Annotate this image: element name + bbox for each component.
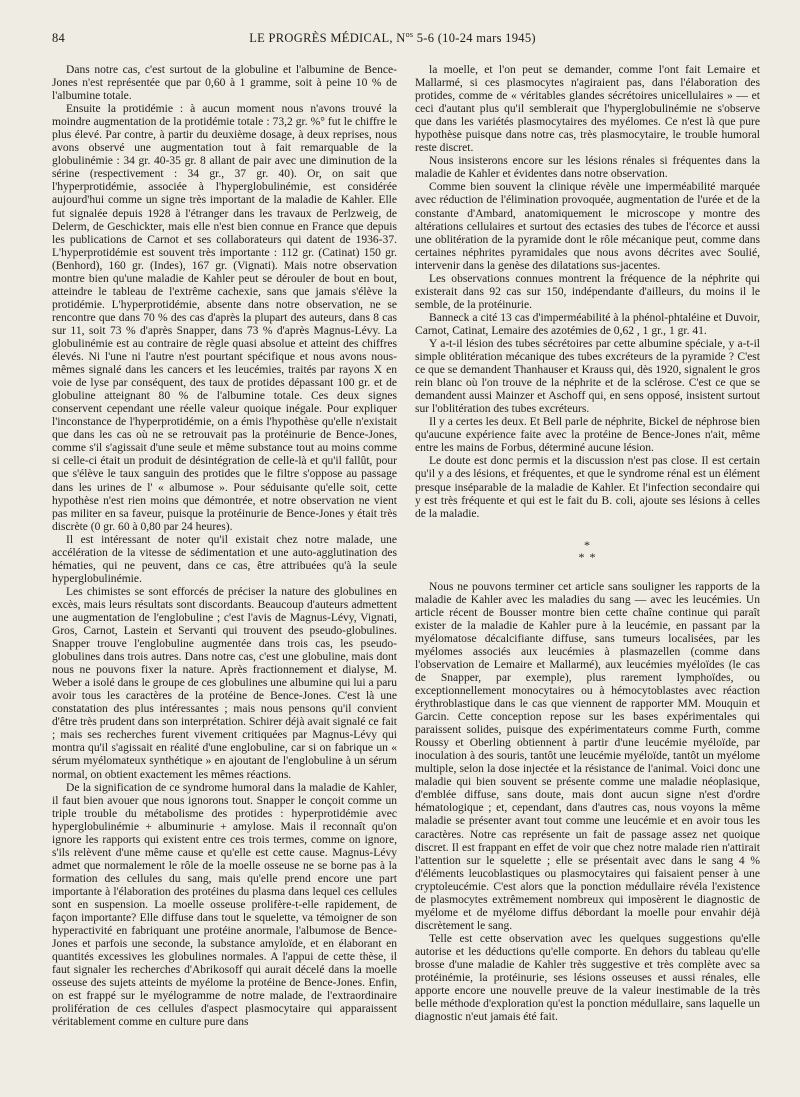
journal-name: LE PROGRÈS MÉDICAL, N: [249, 31, 406, 46]
paragraph: Il y a certes les deux. Et Bell parle de néphrite, Bickel de néphrose bien qu'aucune expérience faite avec la protéine de Bence-Jones n'ait, même entre les mains de Forbus, déterminé aucune lésion.: [415, 416, 760, 455]
text-columns: [52, 64, 760, 1029]
journal-title: [65, 30, 760, 46]
paragraph: Comme bien souvent la clinique révèle une imperméabilité marquée avec réduction de l'élimination provoquée, augmentation de l'urée et de la constante d'Ambard, anatomiquement le microscope y montre des altérations cellulaires et surtout des ectasies des tubes de l'écorce et aussi une oblitération de la pyramide dont le rôle mécanique peut, comme dans certaines néphrites pyramidales que nous avons décrites avec Soulié, intervenir dans la genèse des dilatations sus-jacentes.: [415, 181, 760, 272]
issue-superscript: os: [405, 30, 414, 39]
paragraph: Banneck a cité 13 cas d'imperméabilité à la phénol-phtaléine et Duvoir, Carnot, Catinat, Lemaire des azotémies de 0,62 , 1 gr., 1 gr. 41.: [415, 311, 760, 337]
separator-top-star: *: [584, 537, 591, 552]
running-header: [52, 30, 760, 52]
left-column: [52, 64, 397, 1029]
paragraph: De la signification de ce syndrome humoral dans la maladie de Kahler, il faut bien avouer que nous ignorons tout. Snapper le conçoit comme un triple trouble du métabolisme des protides : hyperprotidémie avec hyperglobulinémie + albuminurie + amylose. Mais il reconnaît qu'on ignore les rapports qui existent entre ces trois termes, comme on ignore, s'ils relèvent d'une même cause et qu'elle est cette cause. Magnus-Lévy admet que normalement le rôle de la moelle osseuse ne se borne pas à la formation des cellules du sang, mais qu'elle prend encore une part importante à l'élaboration des protéines du plasma dans lequel ces cellules sont en suspension. La moelle osseuse prolifère-t-elle rapidement, de façon importante? Elle diffuse dans tout le squelette, va témoigner de son hyperactivité en fabriquant une protéine anormale, l'albumose de Bence-Jones et parfois une seconde, la substance amyloïde, et en élaborant en quantités excessives les globulines normales. A l'appui de cette thèse, il faut signaler les recherches d'Abrikosoff qui aurait décelé dans la moelle osseuse des sujets atteints de myélome la protéine de Bence-Jones. Enfin, on est frappé sur le myélogramme de notre malade, de l'extraordinaire prolifération de ces cellules d'aspect plasmocytaire qui apparaissent véritablement comme en culture pure dans: [52, 781, 397, 1029]
issue-info: 5-6 (10-24 mars 1945): [413, 31, 536, 46]
page-number: 84: [52, 31, 66, 46]
paragraph: Dans notre cas, c'est surtout de la globuline et l'albumine de Bence-Jones n'est représentée que par 0,60 à 1 gramme, soit à peine 10 % de l'albumine totale.: [52, 64, 397, 103]
paragraph: Nous ne pouvons terminer cet article sans souligner les rapports de la maladie de Kahler avec les maladies du sang — avec les leucémies. Un article récent de Bousser montre bien cette chaîne continue qui paraît exister de la maladie de Kahler pure à la leucémie, en passant par la myélomatose décalcifiante diffuse, sans tumeurs localisées, par les myélomes associés aux leucémies à plasmazellen (comme dans l'observation de Lemaire et Mallarmé), aux leucémies myéloïdes (le cas de Snapper, par exemple), plus rarement lymphoïdes, ou exceptionnellement monocytaires ou à hémocytoblastes avec réaction érythroblastique dans le cas que viennent de rapporter MM. Mouquin et Garcin. Cette conception repose sur les bases expérimentales qui paraissent solides, puisque des expérimentateurs comme Furth, comme Roussy et Oberling obtiennent à partir d'une leucémie myéloïde, par inoculation à des souris, tantôt une leucémie myéloïde, tantôt un myélome multiple, selon la dose injectée et la résistance de l'animal. Voici donc une maladie qui bien souvent se présente comme une maladie néoplasique, d'emblée diffuse, sans doute, mais dont aucun signe n'est d'ordre hématologique ; et, cependant, dans d'autres cas, nous voyons la même maladie se présenter avant tout comme une leucémie et en avoir tous les caractères. Notre cas représente un fait de passage assez net quoique discret. Il est frappant en effet de voir que chez notre malade rien n'attirait l'attention sur le squelette ; elle se présentait avec dans le sang 4 % d'éléments leucoblastiques ou plasmocytaires qui faisaient penser à une cryptoleucémie. C'est alors que la ponction médullaire révéla l'existence de plasmocytes extrêmement nombreux qui imposèrent le diagnostic de myélome et de myélome diffus débordant la moelle pour envahir déjà discrètement le sang.: [415, 580, 760, 932]
paragraph: Les observations connues montrent la fréquence de la néphrite qui existerait dans 92 cas sur 150, indépendante d'ailleurs, du moins il le semble, de la protéinurie.: [415, 272, 760, 311]
right-column: [415, 64, 760, 1029]
paragraph: Y a-t-il lésion des tubes sécrétoires par cette albumine spéciale, y a-t-il simple oblitération mécanique des tubes excréteurs de la pyramide ? C'est ce que se demandent Thanhauser et Krauss qui, dès 1920, signalent le gros rein blanc où l'on trouve de la néphrite et de la sclérose. C'est ce que se demandent aussi Mainzer et Aschoff qui, en sens opposé, insistent surtout sur l'oblitération des tubes excréteurs.: [415, 337, 760, 416]
section-separator: [415, 539, 760, 563]
paragraph: Nous insisterons encore sur les lésions rénales si fréquentes dans la maladie de Kahler et évidentes dans notre observation.: [415, 155, 760, 181]
separator-bottom-stars: * *: [578, 549, 597, 564]
paragraph: Le doute est donc permis et la discussion n'est pas close. Il est certain qu'il y a des lésions, et fréquentes, et que le syndrome rénal est un élément presque inséparable de la maladie de Kahler. Et l'infection secondaire qui y est très fréquente et qui est le fait du B. coli, ajoute ses lésions à celles de la maladie.: [415, 455, 760, 520]
paragraph: Il est intéressant de noter qu'il existait chez notre malade, une accélération de la vitesse de sédimentation et une auto-agglutination des hématies, qui ne peuvent, dans ce cas, être attribuées qu'à la seule hyperglobulinémie.: [52, 533, 397, 585]
paragraph: Telle est cette observation avec les quelques suggestions qu'elle autorise et les déductions qu'elle comporte. En dehors du tableau qu'elle brosse d'une maladie de Kahler très suggestive et très complète avec sa protéinémie, la protéinurie, ses lésions osseuses et aussi rénales, elle apporte encore une nouvelle preuve de la valeur inestimable de la très belle méthode d'exploration qu'est la ponction médullaire, sans laquelle un diagnostic n'eut jamais été fait.: [415, 932, 760, 1024]
paragraph: la moelle, et l'on peut se demander, comme l'ont fait Lemaire et Mallarmé, si ces plasmocytes n'agiraient pas, dans l'élaboration des protides, comme de « véritables glandes sécrétoires unicellulaires » — et ceci d'autant plus qu'il semblerait que l'hyperglobulinémie ne s'observe que dans les variétés plasmocytaires des myélomes. Ce n'est là que pure hypothèse puisque dans notre cas, très plasmocytaire, le trouble humoral reste discret.: [415, 64, 760, 155]
paragraph: Les chimistes se sont efforcés de préciser la nature des globulines en excès, mais leurs résultats sont discordants. Beaucoup d'auteurs admettent une augmentation de l'englobuline ; c'est l'avis de Magnus-Lévy, Vignati, Gros, Carnot, Lastein et Servanti qui trouvent des pseudo-globulines. Snapper trouve l'englobuline augmentée dans trois cas, les pseudo-globulines dans trois autres. Dans notre cas, c'est une globuline, mais dont nous ne pouvons fixer la nature. Après fractionnement et dialyse, M. Weber a isolé dans le groupe de ces globulines une albumine qui lui a paru avoir tous les caractères de la protéine de Bence-Jones. C'est là une constatation des plus intéressantes ; mais nous pensons qu'il convient d'être très prudent dans son interprétation. Schirer déjà avait signalé ce fait ; mais ses recherches furent vivement critiquées par Magnus-Lévy qui montra qu'il s'agissait en réalité d'une englobuline, car si on fabrique un « sérum myélomateux synthétique » en ajoutant de l'englobuline à un sérum normal, on obtient exactement les mêmes réactions.: [52, 585, 397, 781]
paragraph: Ensuite la protidémie : à aucun moment nous n'avons trouvé la moindre augmentation de la protidémie totale : 73,2 gr. %° fut le chiffre le plus élevé. Par contre, à partir du deuxième dosage, à deux reprises, nous avons observé une augmentation tout à fait remarquable de la globulinémie : 34 gr. 40-35 gr. 8 allant de pair avec une diminution de la sérine (respectivement : 34 gr., 37 gr. 40). Or, on sait que l'hyperprotidémie, associée à l'hyperglobulinémie, est considérée aujourd'hui comme un signe très important de la maladie de Kahler. Elle fut signalée depuis 1928 à l'étranger dans les travaux de Perlzweig, de Delerm, de Geschickter, mais elle n'est bien connue en France que depuis les publications de Carnot et ses collaborateurs qui datent de 1936-37. L'hyperprotidémie est souvent très importante : 112 gr. (Catinat) 150 gr. (Benhord), 160 gr. (Indes), 167 gr. (Vignati). Mais notre observation montre bien qu'une maladie de Kahler peut se dérouler de bout en bout, atteindre le tableau de l'extrême cachexie, sans que jamais s'élève la protidémie. L'hyperprotidémie, absente dans notre observation, ne se rencontre que dans 70 % des cas d'après la plupart des auteurs, dans 8 cas sur 11, soit 73 % d'après Snapper, dans 73 % d'après Magnus-Lévy. La globulinémie est au contraire de règle quasi absolue et atteint des chiffres élevés. Ni l'une ni l'autre n'est pourtant spécifique et nous avons nous-mêmes signalé dans les cancers et les leucémies, traités par rayons X en voie de lyse par conséquent, des taux de protides dépassant 100 gr. et de globuline atteignant 80 % de l'albumine totale. Ces deux signes conservent cependant une réelle valeur quoique inégale. Pour expliquer l'inconstance de l'hyperprotidémie, on a émis l'hypothèse qu'elle n'existait que dans les cas où ne se retrouvait pas la protéinurie de Bence-Jones, comme s'il s'agissait d'une seule et même substance tout au moins comme si celle-ci était un produit de désintégration de celle-là et qu'il fallût, pour que s'élève le taux sanguin des protides que le filtre s'oppose au passage dans les urines de l' « albumose ». Pour séduisante qu'elle soit, cette hypothèse n'est rien moins que démontrée, et notre observation ne vient pas militer en sa faveur, puisque la protéinurie de Bence-Jones y était très discrète (0 gr. 60 à 0,80 par 24 heures).: [52, 103, 397, 533]
